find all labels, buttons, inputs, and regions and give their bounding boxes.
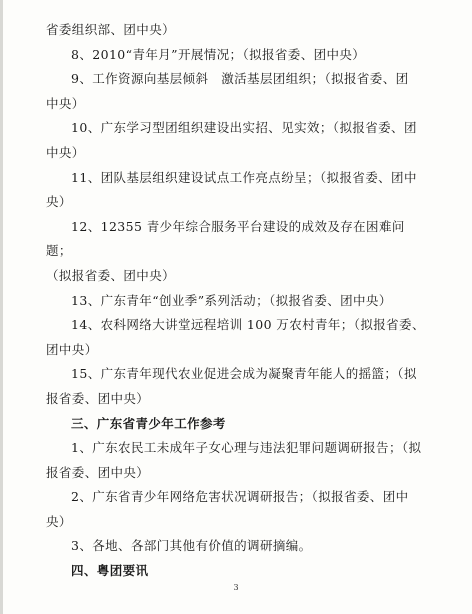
text-line: 省委组织部、团中央） [46, 22, 176, 37]
text-line: 中央） [46, 144, 85, 160]
text-line: 团中央） [46, 341, 98, 357]
list-item-1: 1、广东农民工未成年子女心理与违法犯罪问题调研报告；（拟 [71, 440, 422, 456]
list-item-2: 2、广东省青少年网络危害状况调研报告；（拟报省委、团中 [71, 489, 409, 505]
text-line: 报省委、团中央） [46, 464, 150, 480]
text-line: 中央） [46, 95, 85, 111]
text-line: 央） [46, 194, 72, 210]
list-item-10: 10、广东学习型团组织建设出实招、见实效；（拟报省委、团 [71, 120, 417, 136]
text-line: 央） [46, 513, 72, 529]
document-body [46, 18, 430, 584]
scan-edge [0, 0, 3, 614]
section-heading-3: 三、广东省青少年工作参考 [71, 415, 226, 431]
list-item-8: 8、2010“青年月”开展情况；（拟报省委、团中央） [71, 46, 366, 62]
list-item-9: 9、工作资源向基层倾斜 激活基层团组织；（拟报省委、团 [71, 71, 409, 87]
list-item-14: 14、农科网络大讲堂远程培训 100 万农村青年；（拟报省委、 [71, 317, 425, 333]
list-item-3: 3、各地、各部门其他有价值的调研摘编。 [71, 538, 312, 554]
list-item-12: 12、12355 青少年综合服务平台建设的成效及存在困难问题； [46, 218, 405, 259]
text-line: 报省委、团中央） [46, 390, 150, 406]
text-line: （拟报省委、团中央） [46, 267, 176, 283]
list-item-15: 15、广东青年现代农业促进会成为凝聚青年能人的摇篮；（拟 [71, 366, 417, 382]
list-item-11: 11、团队基层组织建设试点工作亮点纷呈；（拟报省委、团中 [71, 169, 417, 185]
page-number: 3 [233, 583, 239, 592]
list-item-13: 13、广东青年“创业季”系列活动；（拟报省委、团中央） [71, 292, 392, 308]
section-heading-4: 四、粤团要讯 [71, 563, 149, 579]
